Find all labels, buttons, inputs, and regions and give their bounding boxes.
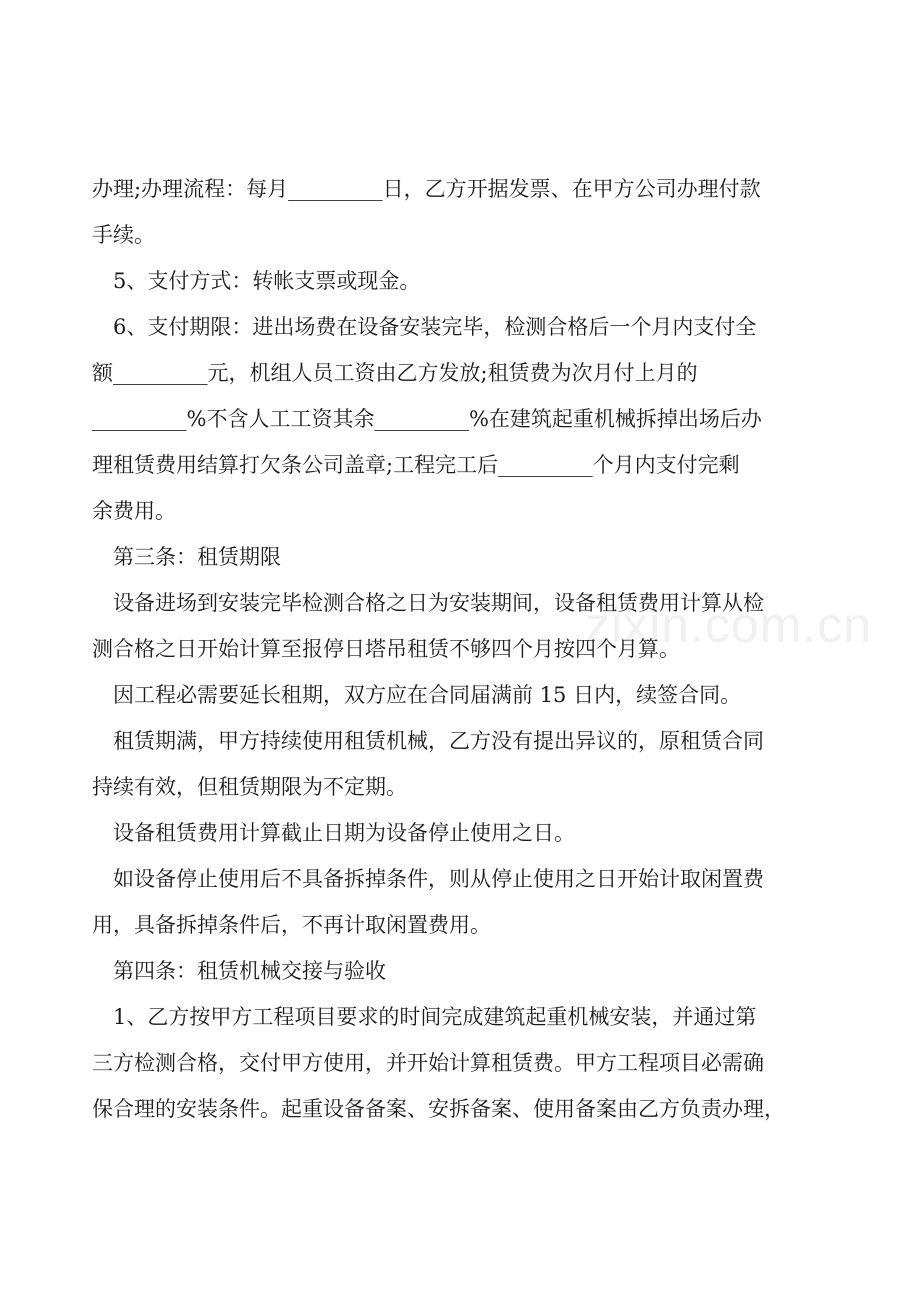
section-heading: 第三条：租赁期限: [113, 545, 281, 569]
text-line: 办理;办理流程：每月_________日，乙方开据发票、在甲方公司办理付款: [92, 177, 761, 201]
text-line: 保合理的安装条件。起重设备备案、安拆备案、使用备案由乙方负责办理，: [92, 1097, 785, 1121]
text-line: 持续有效，但租赁期限为不定期。: [92, 775, 407, 799]
text-line: 1、乙方按甲方工程项目要求的时间完成建筑起重机械安装，并通过第: [113, 1005, 757, 1029]
watermark: zixin.com.cn: [585, 597, 873, 653]
text-line: 理租赁费用结算打欠条公司盖章;工程完工后_________个月内支付完剩: [92, 453, 740, 477]
text-line: _________%不含人工工资其余_________%在建筑起重机械拆掉出场后办: [92, 407, 762, 431]
text-line: 6、支付期限：进出场费在设备安装完毕，检测合格后一个月内支付全: [113, 315, 757, 339]
text-line: 因工程必需要延长租期，双方应在合同届满前 15 日内，续签合同。: [113, 683, 742, 707]
text-line: 测合格之日开始计算至报停日塔吊租赁不够四个月按四个月算。: [92, 637, 680, 661]
text-line: 额_________元，机组人员工资由乙方发放;租赁费为次月付上月的: [92, 361, 698, 385]
text-line: 手续。: [92, 223, 155, 247]
text-line: 租赁期满，甲方持续使用租赁机械，乙方没有提出异议的，原租赁合同: [113, 729, 764, 753]
text-line: 设备进场到安装完毕检测合格之日为安装期间，设备租赁费用计算从检: [113, 591, 764, 615]
text-line: 如设备停止使用后不具备拆掉条件，则从停止使用之日开始计取闲置费: [113, 867, 764, 891]
section-heading: 第四条：租赁机械交接与验收: [113, 959, 386, 983]
text-line: 余费用。: [92, 499, 176, 523]
text-line: 设备租赁费用计算截止日期为设备停止使用之日。: [113, 821, 575, 845]
text-line: 用，具备拆掉条件后，不再计取闲置费用。: [92, 913, 491, 937]
text-line: 三方检测合格，交付甲方使用，并开始计算租赁费。甲方工程项目必需确: [92, 1051, 764, 1075]
text-line: 5、支付方式：转帐支票或现金。: [113, 269, 421, 293]
document-body: [92, 166, 837, 1132]
